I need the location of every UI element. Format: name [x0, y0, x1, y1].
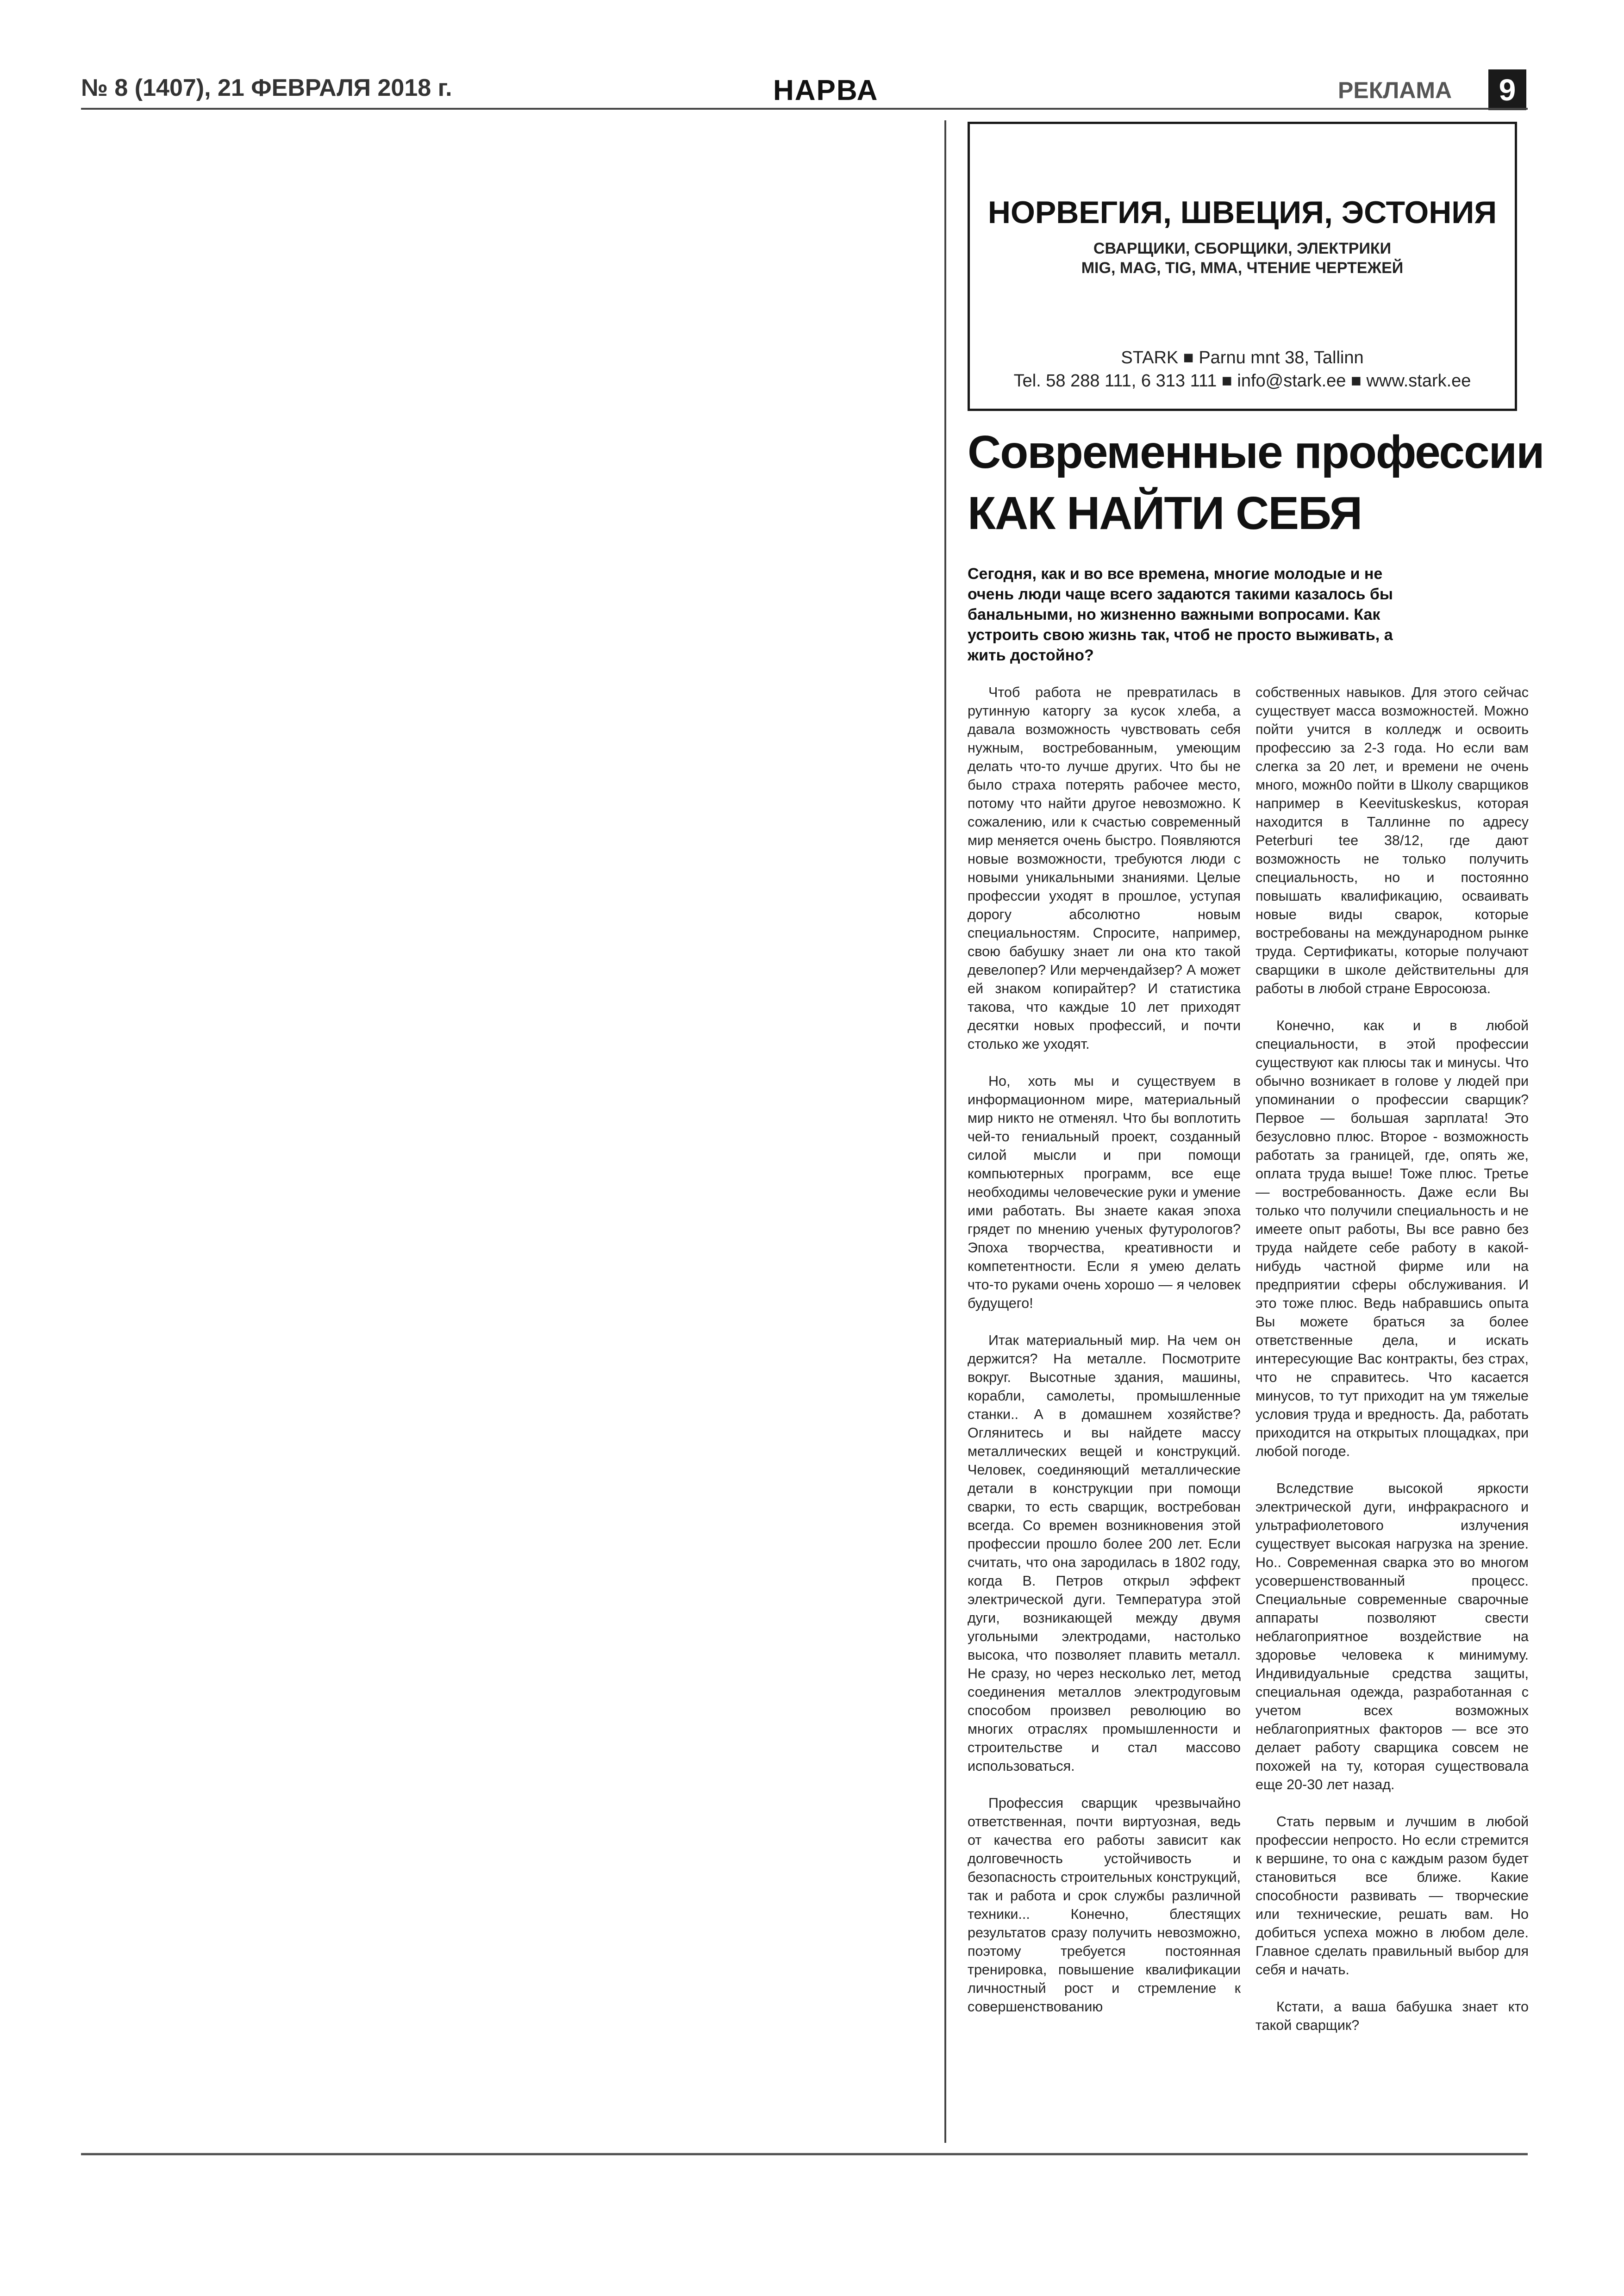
ad-line-1: СВАРЩИКИ, СБОРЩИКИ, ЭЛЕКТРИКИ: [1093, 240, 1392, 257]
section-label: РЕКЛАМА: [1338, 77, 1452, 103]
paragraph: Вследствие высокой яркости электрической дуги, инфракрасного и ультрафиолетового излучения существует высокая нагрузка на зрение. Но.. Современная сварка это во многом усовершенствованный процесс. Специальные современные сварочные аппараты позволяют свести неблагоприятное воздействие на здоровье человека к минимуму. Индивидуальные средства защиты, специальная одежда, разработанная с учетом всех возможных неблагоприятных факторов — все это делает работу сварщика совсем не похожей на ту, которая существовала еще 20-30 лет назад.: [1255, 1481, 1529, 1792]
column-divider: [944, 120, 946, 2143]
ad-address: STARK ■ Parnu mnt 38, Tallinn: [1121, 348, 1364, 367]
header-rule: [81, 108, 1528, 110]
article-column-2: [1255, 683, 1529, 2053]
paragraph: Конечно, как и в любой специальности, в этой профессии существуют как плюсы так и минусы. Что обычно возникает в голове у людей при упоминании о профессии сварщик? Первое — большая зарплата! Это безусловно плюс. Второе - возможность работать за границей, где, опять же, оплата труда выше! Тоже плюс. Третье — востребованность. Даже если Вы только что получили специальность и не имеете опыт работы, Вы все равно без труда найдете себе работу в какой-нибудь частной фирме или на предприятии сферы обслуживания. И это тоже плюс. Ведь набравшись опыта Вы можете браться за более ответственные дела, и искать интересующие Вас контракты, без страх, что не справитесь. Что касается минусов, то тут приходит на ум тяжелые условия труда и вредность. Да, работать приходится на открытых площадках, при любой погоде.: [1255, 1018, 1529, 1459]
paragraph: Чтоб работа не превратилась в рутинную каторгу за кусок хлеба, а давала возможность чувствовать себя нужным, востребованным, умеющим делать что-то лучше других. Что бы не было страха потерять рабочее место, потому что найти другое невозможно. К сожалению, или к счастью современный мир меняется очень быстро. Появляются новые возможности, требуются люди с новыми уникальными знаниями. Целые профессии уходят в прошлое, уступая дорогу абсолютно новым специальностям. Спросите, например, свою бабушку знает ли она кто такой девелопер? Или мерчендайзер? А может ей знаком копирайтер? И статистика такова, что каждые 10 лет приходят десятки новых профессий, и почти столько же уходят.: [968, 684, 1241, 1052]
article-headline: Современные профессии: [968, 426, 1544, 478]
paragraph: собственных навыков. Для этого сейчас существует масса возможностей. Можно пойти учится в колледж и освоить профессию за 2-3 года. Но если вам слегка за 20 лет, и времени не очень много, можн0о пойти в Школу сварщиков например в Keevituskeskus, которая находится в Таллинне по адресу Peterburi tee 38/12, где дают возможность не только получить специальность, но и постоянно повышать квалификацию, осваивать новые виды сварок, которые востребованы на международном рынке труда. Сертификаты, которые получают сварщики в школе действительны для работы в любой стране Евросоюза.: [1255, 684, 1529, 996]
paragraph: Стать первым и лучшим в любой профессии непросто. Но если стремится к вершине, то она с каждым разом будет становиться все ближе. Какие способности развивать — творческие или технические, решать вам. Но добиться успеха можно в любом деле. Главное сделать правильный выбор для себя и начать.: [1255, 1814, 1529, 1978]
page-number: 9: [1488, 69, 1526, 110]
footer-rule: [81, 2153, 1528, 2155]
newspaper-title: НАРВА: [773, 75, 879, 106]
paragraph: Профессия сварщик чрезвычайно ответственная, почти виртуозная, ведь от качества его работы зависит как долговечность устойчивость и безопасность строительных конструкций, так и работа и срок службы различной техники... Конечно, блестящих результатов сразу получить невозможно, поэтому требуется постоянная тренировка, повышение квалификации личностный рост и стремление к совершенствованию: [968, 1795, 1241, 2015]
issue-date: № 8 (1407), 21 ФЕВРАЛЯ 2018 г.: [81, 75, 452, 101]
advertisement-box: [968, 122, 1517, 411]
ad-title: НОРВЕГИЯ, ШВЕЦИЯ, ЭСТОНИЯ: [987, 195, 1497, 230]
paragraph: Кстати, а ваша бабушка знает кто такой сварщик?: [1255, 1999, 1529, 2033]
article-lead: Сегодня, как и во все времена, многие молодые и не очень люди чаще всего задаются такими казалось бы банальными, но жизненно важными вопросами. Как устроить свою жизнь так, чтоб не просто выживать, а жить достойно?: [968, 565, 1393, 664]
article-column-1: [968, 683, 1241, 2035]
paragraph: Но, хоть мы и существуем в информационном мире, материальный мир никто не отменял. Что бы воплотить чей-то гениальный проект, созданный силой мысли и при помощи компьютерных программ, все еще необходимы человеческие руки и умение ими работать. Вы знаете какая эпоха грядет по мнению ученых футурологов? Эпоха творчества, креативности и компетентности. Если я умею делать что-то руками очень хорошо — я человек будущего!: [968, 1073, 1241, 1311]
article-subheadline: КАК НАЙТИ СЕБЯ: [968, 487, 1362, 539]
ad-contacts: Tel. 58 288 111, 6 313 111 ■ info@stark.ee ■ www.stark.ee: [1013, 371, 1471, 391]
ad-line-2: MIG, MAG, TIG, MMA, ЧТЕНИЕ ЧЕРТЕЖЕЙ: [1081, 259, 1404, 277]
paragraph: Итак материальный мир. На чем он держится? На металле. Посмотрите вокруг. Высотные здания, машины, корабли, самолеты, промышленные станки.. А в домашнем хозяйстве? Оглянитесь и вы найдете массу металлических вещей и конструкций. Человек, соединяющий металлические детали в конструкции при помощи сварки, то есть сварщик, востребован всегда. Со времен возникновения этой профессии прошло более 200 лет. Если считать, что она зародилась в 1802 году, когда В. Петров открыл эффект электрической дуги. Температура этой дуги, возникающей между двумя угольными электродами, настолько высока, что позволяет плавить металл. Не сразу, но через несколько лет, метод соединения металлов электродуговым способом произвел революцию во многих отраслях промышленности и строительстве и стал массово использоваться.: [968, 1332, 1241, 1774]
